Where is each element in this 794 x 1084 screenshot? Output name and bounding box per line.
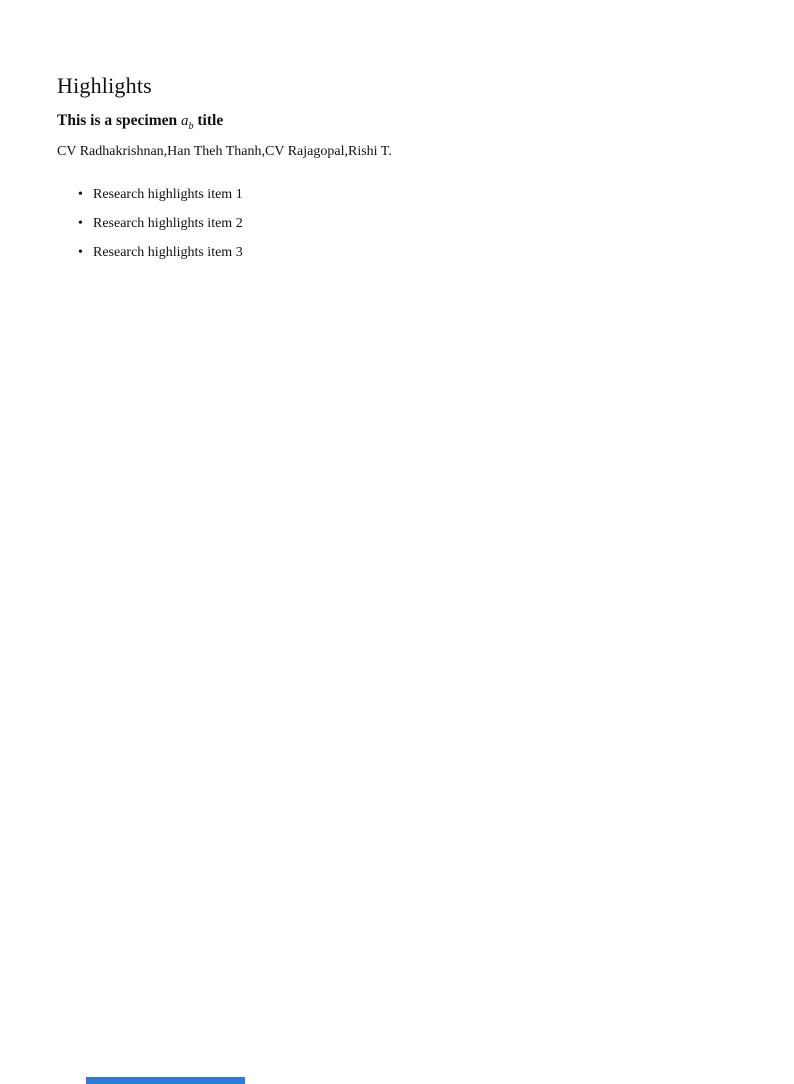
highlight-item-text: Research highlights item 1 (93, 187, 243, 202)
math-subscript: b (188, 121, 194, 133)
bullet-icon: • (78, 245, 83, 260)
authors-line: CV Radhakrishnan,Han Theh Thanh,CV Rajagopal,Rishi T. (57, 144, 392, 159)
page-loading-progress-bar (86, 1077, 245, 1084)
article-title (57, 112, 224, 133)
highlight-item-text: Research highlights item 2 (93, 216, 243, 231)
article-title-prefix: This is a specimen (57, 112, 182, 129)
highlights-list (78, 188, 243, 275)
bullet-icon: • (78, 216, 83, 231)
math-variable: a (181, 113, 189, 129)
bullet-icon: • (78, 187, 83, 202)
highlight-item (78, 188, 243, 202)
highlights-section-heading: Highlights (57, 73, 152, 98)
highlight-item (78, 246, 243, 260)
highlight-item (78, 217, 243, 231)
highlight-item-text: Research highlights item 3 (93, 245, 243, 260)
article-title-suffix: title (193, 112, 224, 129)
